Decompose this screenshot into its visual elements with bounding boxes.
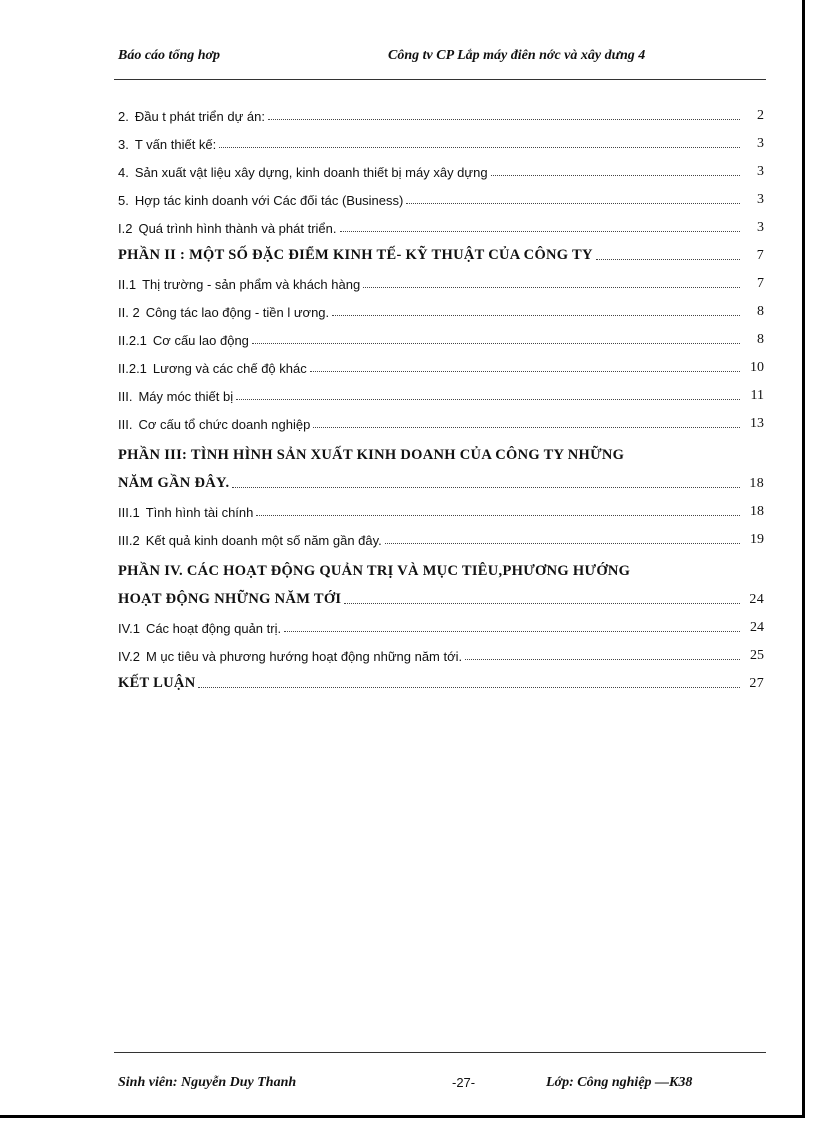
toc-section-heading: PHẦN II : MỘT SỐ ĐẶC ĐIỂM KINH TẾ- KỸ THUẬT CỦA CÔNG TY 7 <box>118 247 764 263</box>
toc-entry: I.2 Quá trình hình thành và phát triển. 3 <box>118 220 764 236</box>
toc-entry: III.1 Tình hình tài chính 18 <box>118 504 764 520</box>
toc-entry: 5. Hợp tác kinh doanh với Các đối tác (Business) 3 <box>118 192 764 208</box>
footer-student-name: Sinh viên: Nguyễn Duy Thanh <box>118 1075 297 1090</box>
table-of-contents <box>118 96 764 692</box>
footer-rule <box>114 1052 766 1053</box>
header-rule <box>114 79 766 80</box>
toc-entry: III.2 Kết quả kinh doanh một số năm gần đây. 19 <box>118 532 764 548</box>
toc-section-heading: PHẦN IV. CÁC HOẠT ĐỘNG QUẢN TRỊ VÀ MỤC TIÊU,PHƯƠNG HƯỚNG <box>118 563 631 579</box>
toc-section-heading: PHẦN III: TÌNH HÌNH SẢN XUẤT KINH DOANH CỦA CÔNG TY NHỮNG <box>118 447 625 463</box>
toc-entry: II.2.1 Cơ cấu lao động 8 <box>118 332 764 348</box>
toc-section-heading: KẾT LUẬN 27 <box>118 675 764 691</box>
toc-entry: II.2.1 Lương và các chế độ khác 10 <box>118 360 764 376</box>
footer-class: Lớp: Công nghiệp —K38 <box>546 1075 693 1090</box>
toc-section-heading-continued: HOẠT ĐỘNG NHỮNG NĂM TỚI 24 <box>118 591 764 607</box>
toc-section-heading-continued: NĂM GẦN ĐÂY. 18 <box>118 475 764 491</box>
footer-page-number: -27- <box>452 1075 476 1090</box>
toc-entry: II. 2 Công tác lao động - tiền l ương. 8 <box>118 304 764 320</box>
toc-entry: 3. T vấn thiết kế: 3 <box>118 136 764 152</box>
header-report-title: Báo cáo tổng hơp <box>118 48 221 63</box>
toc-entry: IV.2 M ục tiêu và phương hướng hoạt động những năm tới. 25 <box>118 648 764 664</box>
toc-entry: IV.1 Các hoạt động quản trị. 24 <box>118 620 764 636</box>
toc-entry: 4. Sản xuất vật liệu xây dựng, kinh doanh thiết bị máy xây dựng 3 <box>118 164 764 180</box>
page-header <box>118 48 766 70</box>
toc-entry: III. Máy móc thiết bị 11 <box>118 388 764 404</box>
toc-entry: II.1 Thị trường - sản phẩm và khách hàng 7 <box>118 276 764 292</box>
toc-entry: 2. Đầu t phát triển dự án: 2 <box>118 108 764 124</box>
toc-entry: III. Cơ cấu tổ chức doanh nghiệp 13 <box>118 416 764 432</box>
header-company-name: Công tv CP Lắp máy điên nớc và xây dưng 4 <box>388 48 646 63</box>
